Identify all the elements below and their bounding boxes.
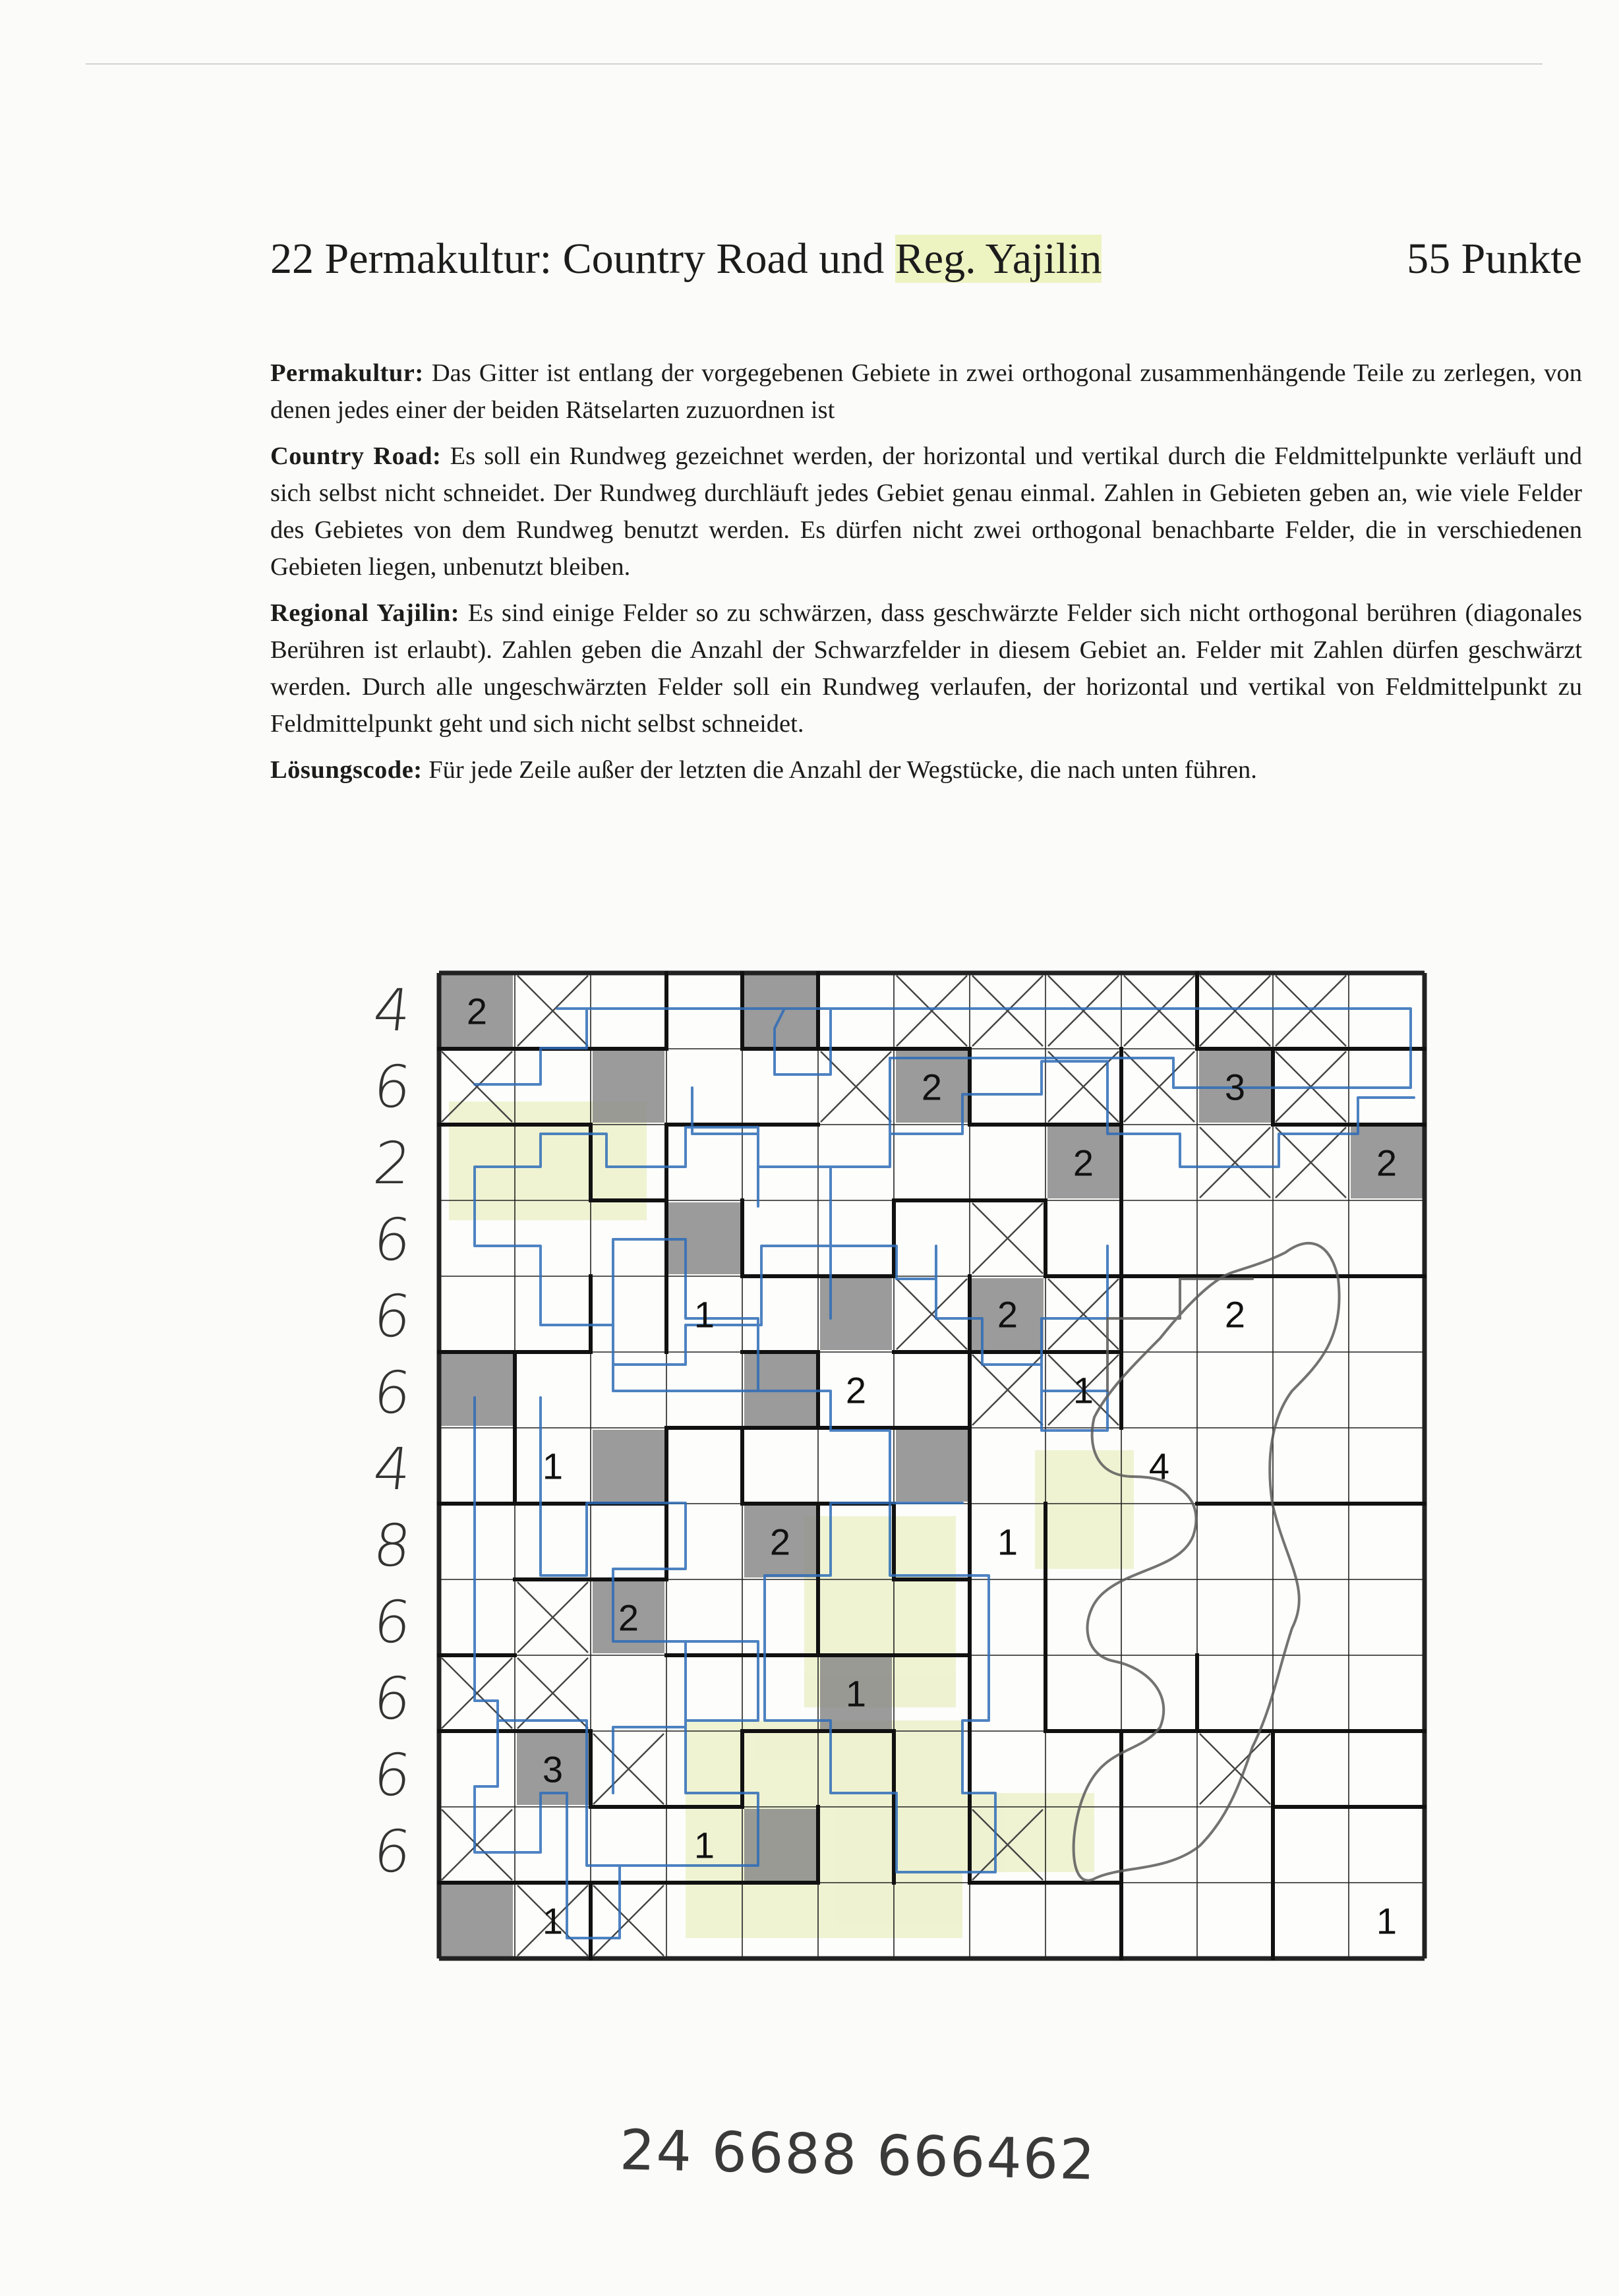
clue-number: 3 [542,1748,564,1790]
puzzle-grid [435,969,1432,1966]
shaded-cell [896,1430,968,1502]
row-code-column [359,972,425,1890]
row-code: 4 [370,976,415,1044]
clue-number: 2 [769,1521,791,1563]
clue-number: 1 [693,1824,715,1866]
clue-number: 2 [1376,1142,1398,1184]
shaded-cell [441,1354,513,1426]
clue-number: 2 [921,1066,943,1108]
clue-number: 1 [1073,1369,1094,1411]
page-title [270,234,1582,284]
clue-number: 2 [1224,1293,1246,1336]
clue-number: 1 [1376,1900,1398,1942]
rule-regional-yajilin: Regional Yajilin: Es sind einige Felder so zu schwärzen, dass geschwärzte Felder sich nicht orthogonal berühren (diagonales Berühren ist erlaubt). Zahlen geben die Anzahl der Schwarzfelder in diesem Gebiet an. Felder mit Zahlen dürfen geschwärzt werden. Durch alle ungeschwärzten Felder soll ein Rundweg verlaufen, der horizontal und vertikal von Feldmittelpunkt zu Feldmittelpunkt geht und sich nicht selbst schneidet. [270,599,1583,738]
shaded-cell [744,975,816,1047]
clue-number: 2 [618,1597,639,1639]
title-highlight: Reg. Yajilin [895,235,1102,283]
row-code: 8 [370,1512,415,1579]
row-code: 6 [370,1588,415,1656]
clue-number: 3 [1224,1066,1246,1108]
row-code: 6 [370,1206,415,1274]
shaded-cell [593,1051,664,1123]
clue-number: 1 [542,1445,564,1487]
title-main [270,234,1102,284]
scan-edge-line [86,63,1543,65]
clue-number: 4 [1148,1445,1170,1487]
title-points: 55 Punkte [1407,235,1582,283]
clue-number: 1 [693,1293,715,1336]
shaded-cell [744,1809,816,1881]
rule-loesungscode: Lösungscode: Für jede Zeile außer der letzten die Anzahl der Wegstücke, die nach unten führen. [270,756,1257,784]
row-code: 6 [370,1053,415,1121]
row-code: 6 [370,1282,415,1350]
shaded-cell [593,1430,664,1502]
row-code: 2 [370,1129,415,1197]
clue-number: 2 [845,1369,867,1411]
clue-number: 1 [997,1521,1018,1563]
row-code: 4 [370,1435,415,1503]
row-code: 6 [370,1741,415,1809]
row-code: 6 [370,1359,415,1427]
row-code: 6 [370,1664,415,1732]
rule-country-road: Country Road: Es soll ein Rundweg gezeichnet werden, der horizontal und vertikal durch die Feldmittelpunkte verläuft und sich selbst nicht schneidet. Der Rundweg durchläuft jedes Gebiet genau einmal. Zahlen in Gebieten geben an, wie viele Felder des Gebietes von dem Rundweg benutzt werden. Es dürfen nicht zwei orthogonal benachbarte Felder, die in verschiedenen Gebieten liegen, unbenutzt bleiben. [270,442,1583,581]
title-number: 22 Permakultur: Country Road und [270,235,885,283]
row-code: 6 [370,1817,415,1885]
clue-number: 1 [542,1900,564,1942]
shaded-cell [441,1885,513,1957]
rule-permakultur: Permakultur: Das Gitter ist entlang der vorgegebenen Gebiete in zwei orthogonal zusammenhängende Teile zu zerlegen, von denen jedes einer der beiden Rätselarten zuzuordnen ist [270,359,1582,424]
clue-number: 1 [845,1672,867,1715]
clue-number: 2 [1073,1142,1094,1184]
clue-number: 2 [466,990,488,1032]
rules-text [270,355,1582,798]
clue-number: 2 [997,1293,1018,1336]
answer-code: 24 6688 666462 [619,2117,1097,2193]
